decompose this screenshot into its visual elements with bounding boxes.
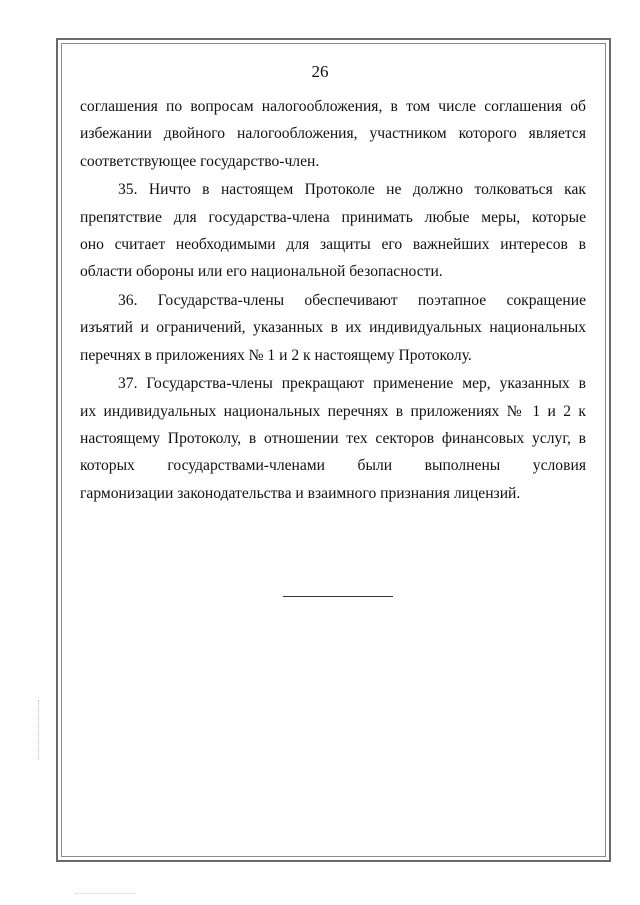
text-line: их индивидуальных национальных перечнях в приложениях № 1 и 2 к: [80, 402, 586, 420]
text-line: области обороны или его национальной безопасности.: [80, 263, 443, 281]
document-body: [80, 93, 586, 507]
text-line: 36. Государства-члены обеспечивают поэтапное сокращение: [118, 292, 586, 310]
text-line: перечнях в приложениях № 1 и 2 к настоящему Протоколу.: [80, 346, 472, 364]
text-line: 37. Государства-члены прекращают применение мер, указанных в: [118, 375, 586, 393]
text-line: 35. Ничто в настоящем Протоколе не должно толковаться как: [118, 181, 586, 199]
text-line: препятствие для государства-члена принимать любые меры, которые: [80, 208, 586, 226]
text-line: соглашения по вопросам налогообложения, в том числе соглашения об: [80, 98, 586, 115]
text-line: оно считает необходимыми для защиты его важнейших интересов в: [80, 235, 586, 253]
paragraph-clause-37: [80, 370, 586, 506]
paragraph-continuation: [80, 93, 586, 175]
page-number: 26: [311, 62, 329, 81]
text-line: соответствующее государство-член.: [80, 152, 320, 170]
end-separator-line: [283, 596, 393, 597]
paragraph-clause-35: [80, 176, 586, 285]
text-line: настоящему Протоколу, в отношении тех секторов финансовых услуг, в: [80, 430, 586, 448]
text-line: гармонизации законодательства и взаимного признания лицензий.: [80, 484, 521, 502]
text-line: избежании двойного налогообложения, участником которого является: [80, 125, 586, 143]
scan-artifact: [38, 700, 40, 760]
paragraph-clause-36: [80, 287, 586, 369]
text-line: изъятий и ограничений, указанных в их индивидуальных национальных: [80, 319, 586, 337]
scan-artifact: [75, 893, 135, 894]
text-line: которых государствами-членами были выполнены условия: [80, 457, 586, 475]
